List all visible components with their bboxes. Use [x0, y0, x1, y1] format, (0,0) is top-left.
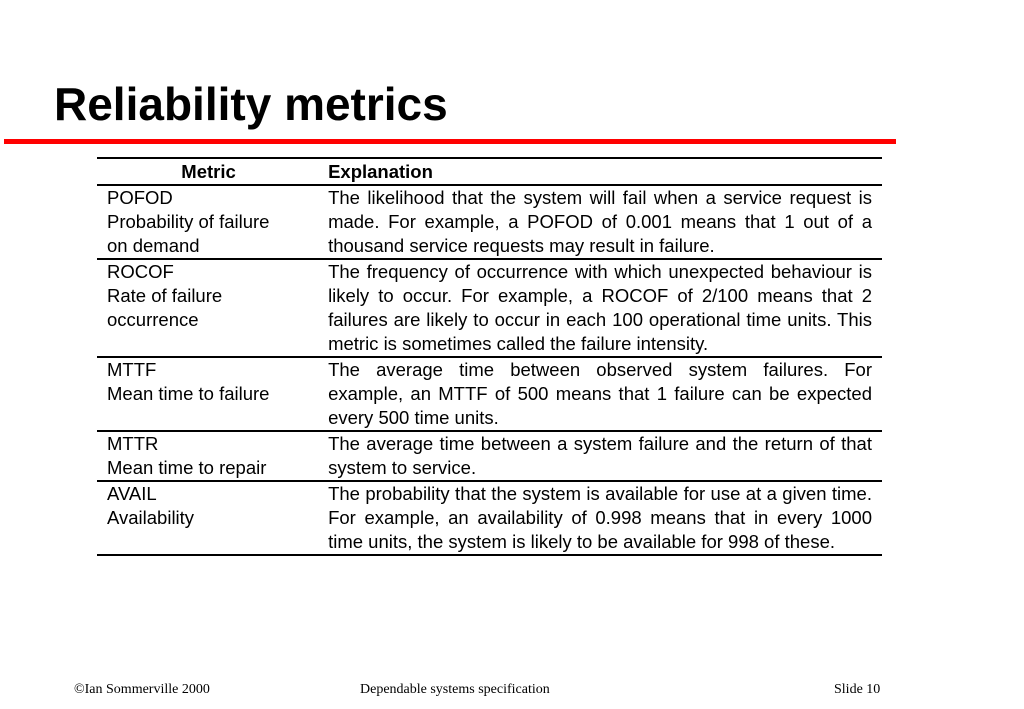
reliability-metrics-table: [97, 157, 882, 556]
metric-cell: [97, 185, 320, 259]
metric-cell: [97, 357, 320, 431]
table-header-row: [97, 158, 882, 185]
metric-cell: [97, 259, 320, 357]
explanation-cell: The probability that the system is available for use at a given time. For example, an availability of 0.998 means that in every 1000 time units, the system is likely to be available for 998 of these.: [320, 481, 882, 555]
metric-name-line: Availability: [107, 507, 195, 528]
metric-cell: [97, 481, 320, 555]
metric-name-line: Probability of failure: [107, 211, 270, 232]
metric-abbreviation: MTTR: [107, 433, 159, 454]
explanation-cell: The average time between a system failure and the return of that system to service.: [320, 431, 882, 481]
footer-copyright: ©Ian Sommerville 2000: [74, 682, 210, 697]
metric-name-line: Rate of failure: [107, 285, 223, 306]
footer-subject: Dependable systems specification: [360, 682, 550, 697]
explanation-cell: The likelihood that the system will fail when a service request is made. For example, a POFOD of 0.001 means that 1 out of a thousand service requests may result in failure.: [320, 185, 882, 259]
table-row: [97, 431, 882, 481]
table-row: [97, 185, 882, 259]
metric-abbreviation: POFOD: [107, 187, 173, 208]
metric-name-line: Mean time to repair: [107, 457, 267, 478]
table-row: [97, 481, 882, 555]
explanation-cell: The average time between observed system failures. For example, an MTTF of 500 means that 1 failure can be expected every 500 time units.: [320, 357, 882, 431]
metric-cell: [97, 431, 320, 481]
metric-column-header: Metric: [97, 158, 320, 185]
metric-abbreviation: MTTF: [107, 359, 157, 380]
explanation-column-header: Explanation: [320, 158, 882, 185]
title-divider: [4, 139, 896, 144]
table-row: [97, 357, 882, 431]
metric-abbreviation: ROCOF: [107, 261, 174, 282]
footer-slide-number: Slide 10: [834, 682, 881, 697]
metric-name-line: Mean time to failure: [107, 383, 270, 404]
metric-name-line: occurrence: [107, 309, 199, 330]
metric-name-line: on demand: [107, 235, 200, 256]
slide-title: Reliability metrics: [54, 78, 448, 130]
metric-abbreviation: AVAIL: [107, 483, 157, 504]
table-row: [97, 259, 882, 357]
explanation-cell: The frequency of occurrence with which unexpected behaviour is likely to occur. For example, a ROCOF of 2/100 means that 2 failures are likely to occur in each 100 operational time units. This metric is sometimes called the failure intensity.: [320, 259, 882, 357]
